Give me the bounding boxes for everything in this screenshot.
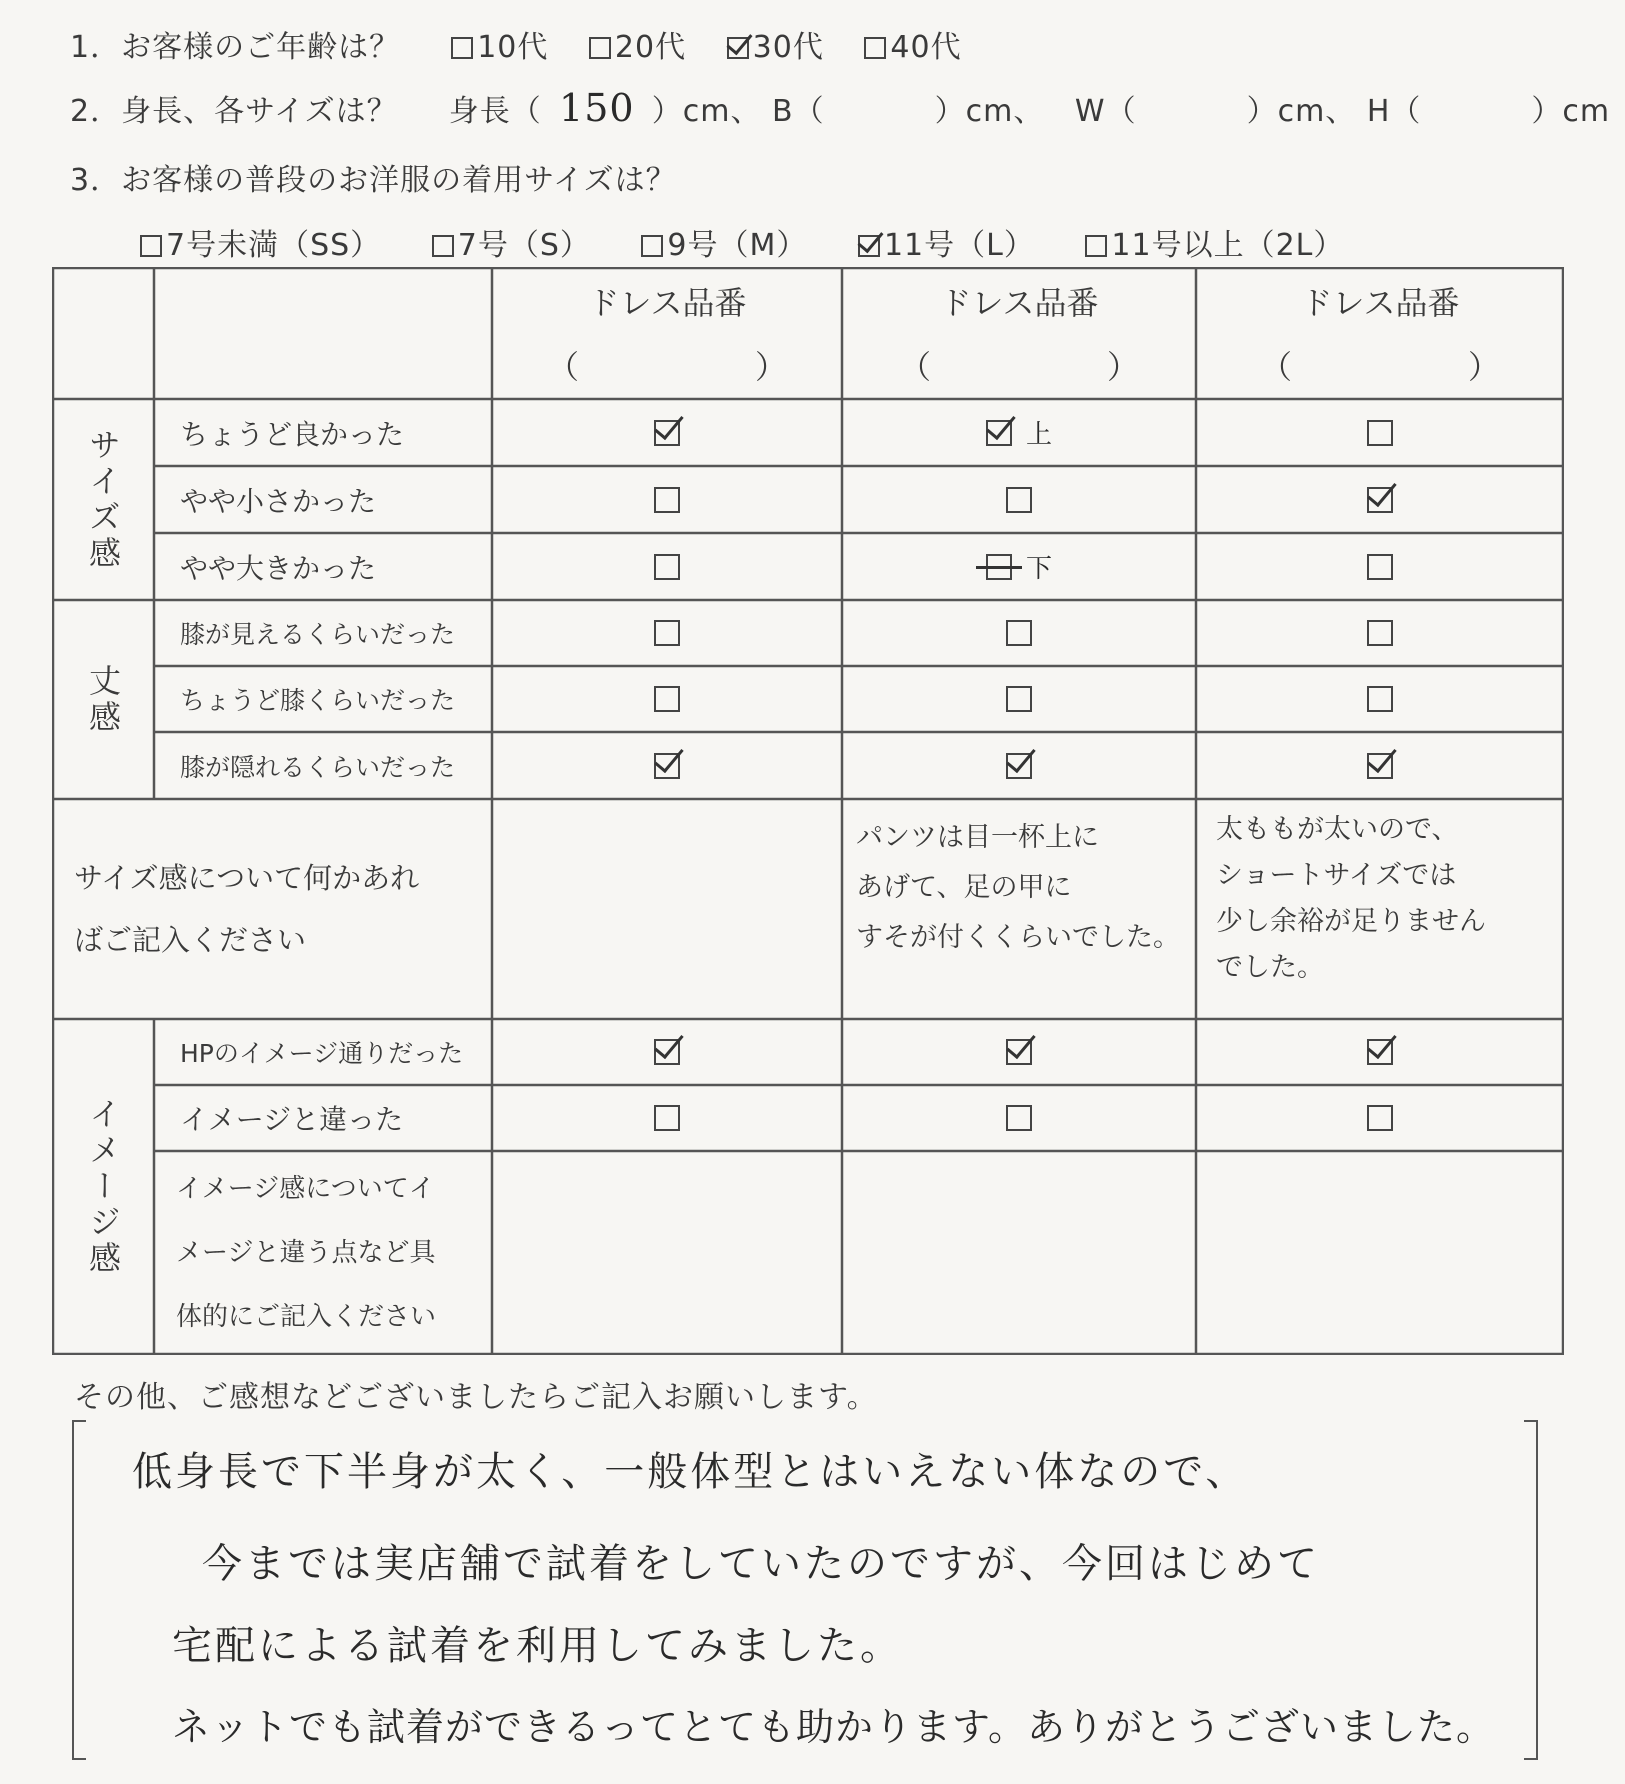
- cell-bit-small-2: [842, 466, 1196, 533]
- height-label: 身長（: [448, 94, 542, 129]
- cell-knee-level-3: [1196, 666, 1564, 732]
- checkbox-just-right-1[interactable]: [654, 420, 680, 446]
- age-checkbox-30s[interactable]: [727, 37, 749, 59]
- checkbox-just-right-3[interactable]: [1367, 420, 1393, 446]
- age-checkbox-40s[interactable]: [864, 37, 886, 59]
- cell-image-diff-2: [842, 1085, 1196, 1151]
- checkbox-knee-visible-3[interactable]: [1367, 620, 1393, 646]
- question-1-label: 1．お客様のご年齢は？: [70, 30, 401, 65]
- bracket-left: [72, 1420, 86, 1760]
- image-comment-col2[interactable]: [842, 1151, 1196, 1355]
- dress-header-3: ドレス品番 （ ）: [1260, 284, 1500, 386]
- size-checkbox-m[interactable]: [641, 235, 663, 257]
- checkbox-knee-hidden-1[interactable]: [654, 753, 680, 779]
- row-image-diff: イメージと違った: [180, 1103, 404, 1136]
- checkbox-image-diff-1[interactable]: [654, 1105, 680, 1131]
- row-bit-small: やや小さかった: [180, 484, 377, 518]
- size-option-ss[interactable]: 7号未満（SS）: [140, 220, 381, 264]
- comment-line-1: 低身長で下半身が太く、一般体型とはいえない体なので、: [132, 1449, 1249, 1495]
- age-option-40s[interactable]: 40代: [864, 22, 961, 66]
- size-comment-col1[interactable]: [492, 799, 842, 1019]
- bust-label: B（: [772, 94, 825, 129]
- checkbox-knee-level-3[interactable]: [1367, 686, 1393, 712]
- cell-just-right-3: [1196, 399, 1564, 466]
- checkbox-knee-visible-2[interactable]: [1006, 620, 1032, 646]
- checkbox-knee-level-2[interactable]: [1006, 686, 1032, 712]
- size-comment-col3[interactable]: 太ももが太いので、 ショートサイズでは 少し余裕が足りません でした。: [1216, 814, 1486, 983]
- size-comment-col2[interactable]: パンツは目一杯上に あげて、足の甲に すそが付くくらいでした。: [856, 822, 1180, 953]
- other-comments-title: その他、ご感想などございましたらご記入お願いします。: [74, 1380, 878, 1415]
- fitting-table: [52, 267, 1564, 1355]
- size-option-m[interactable]: 9号（M）: [641, 220, 807, 264]
- size-option-s[interactable]: 7号（S）: [432, 220, 591, 264]
- comment-line-4: ネットでも試着ができるってとても助かります。ありがとうございました。: [172, 1705, 1495, 1749]
- cell-knee-visible-2: [842, 600, 1196, 666]
- cell-bit-large-3: [1196, 533, 1564, 600]
- cell-hp-image-1: [492, 1019, 842, 1085]
- height-value[interactable]: 150: [559, 86, 635, 130]
- row-hp-image: HPのイメージ通りだった: [180, 1039, 464, 1068]
- checkbox-bit-small-3[interactable]: [1367, 487, 1393, 513]
- bracket-right: [1524, 1420, 1538, 1760]
- cell-knee-visible-1: [492, 600, 842, 666]
- age-option-20s[interactable]: 20代: [589, 22, 686, 66]
- question-3-label: 3．お客様の普段のお洋服の着用サイズは？: [70, 163, 677, 198]
- age-checkbox-10s[interactable]: [451, 37, 473, 59]
- cell-knee-visible-3: [1196, 600, 1564, 666]
- cell-knee-hidden-1: [492, 732, 842, 799]
- checkbox-knee-hidden-3[interactable]: [1367, 753, 1393, 779]
- size-options: [140, 220, 1374, 264]
- cell-image-diff-3: [1196, 1085, 1564, 1151]
- cell-knee-hidden-3: [1196, 732, 1564, 799]
- question-1: [70, 22, 992, 66]
- checkbox-bit-large-2[interactable]: [986, 554, 1012, 580]
- cell-knee-level-2: [842, 666, 1196, 732]
- size-option-l[interactable]: 11号（L）: [858, 220, 1035, 264]
- checkbox-knee-hidden-2[interactable]: [1006, 753, 1032, 779]
- length-group-label: 丈感: [84, 663, 122, 736]
- hip-label: H（: [1366, 94, 1422, 129]
- checkbox-knee-visible-1[interactable]: [654, 620, 680, 646]
- cell-bit-large-1: [492, 533, 842, 600]
- checkbox-bit-large-1[interactable]: [654, 554, 680, 580]
- comment-line-2: 今までは実店舗で試着をしていたのですが、今回はじめて: [202, 1541, 1320, 1587]
- question-2-label: 2．身長、各サイズは？: [70, 94, 398, 129]
- image-comment-col1[interactable]: [492, 1151, 842, 1355]
- checkbox-hp-image-3[interactable]: [1367, 1039, 1393, 1065]
- cell-just-right-2: [842, 399, 1196, 466]
- image-group-label: イメージ感: [84, 1097, 122, 1277]
- checkbox-knee-level-1[interactable]: [654, 686, 680, 712]
- checkbox-bit-small-2[interactable]: [1006, 487, 1032, 513]
- size-checkbox-ss[interactable]: [140, 235, 162, 257]
- note-top: 上: [1025, 420, 1052, 450]
- size-comment-prompt: サイズ感について何かあれ ばご記入ください: [74, 861, 420, 957]
- size-checkbox-l[interactable]: [858, 235, 880, 257]
- size-checkbox-s[interactable]: [432, 235, 454, 257]
- other-comments-box[interactable]: [72, 1420, 1538, 1760]
- size-group-label: サイズ感: [84, 427, 122, 572]
- cell-image-diff-1: [492, 1085, 842, 1151]
- question-2: 2．身長、各サイズは？ 身長（ 150 ）cm、 B（ ）cm、 W（ ）cm、 H（ ）cm: [70, 86, 1611, 130]
- row-knee-level: ちょうど膝くらいだった: [180, 686, 456, 715]
- row-knee-hidden: 膝が隠れるくらいだった: [180, 752, 456, 782]
- size-checkbox-2l[interactable]: [1085, 235, 1107, 257]
- age-checkbox-20s[interactable]: [589, 37, 611, 59]
- cell-hp-image-3: [1196, 1019, 1564, 1085]
- row-knee-visible: 膝が見えるくらいだった: [180, 620, 456, 649]
- row-bit-large: やや大きかった: [180, 551, 377, 585]
- age-option-10s[interactable]: 10代: [451, 22, 548, 66]
- checkbox-hp-image-1[interactable]: [654, 1039, 680, 1065]
- age-option-30s[interactable]: 30代: [727, 22, 824, 66]
- cell-just-right-1: [492, 399, 842, 466]
- size-option-2l[interactable]: 11号以上（2L）: [1085, 220, 1344, 264]
- cell-knee-hidden-2: [842, 732, 1196, 799]
- checkbox-image-diff-2[interactable]: [1006, 1105, 1032, 1131]
- checkbox-hp-image-2[interactable]: [1006, 1039, 1032, 1065]
- image-comment-col3[interactable]: [1196, 1151, 1564, 1355]
- dress-header-1: ドレス品番 （ ）: [547, 284, 787, 386]
- comment-line-3: 宅配による試着を利用してみました。: [172, 1623, 903, 1669]
- waist-label: W（: [1074, 94, 1137, 129]
- cell-bit-small-1: [492, 466, 842, 533]
- question-3: [70, 155, 677, 199]
- checkbox-image-diff-3[interactable]: [1367, 1105, 1393, 1131]
- row-just-right: ちょうど良かった: [180, 417, 405, 451]
- checkbox-bit-small-1[interactable]: [654, 487, 680, 513]
- cell-knee-level-1: [492, 666, 842, 732]
- cell-hp-image-2: [842, 1019, 1196, 1085]
- cell-bit-large-2: [842, 533, 1196, 600]
- checkbox-just-right-2[interactable]: [986, 420, 1012, 446]
- cell-bit-small-3: [1196, 466, 1564, 533]
- dress-header-2: ドレス品番 （ ）: [899, 284, 1139, 386]
- image-comment-prompt: イメージ感についてイ メージと違う点など具 体的にご記入ください: [176, 1174, 437, 1332]
- note-bottom: 下: [1025, 554, 1052, 584]
- checkbox-bit-large-3[interactable]: [1367, 554, 1393, 580]
